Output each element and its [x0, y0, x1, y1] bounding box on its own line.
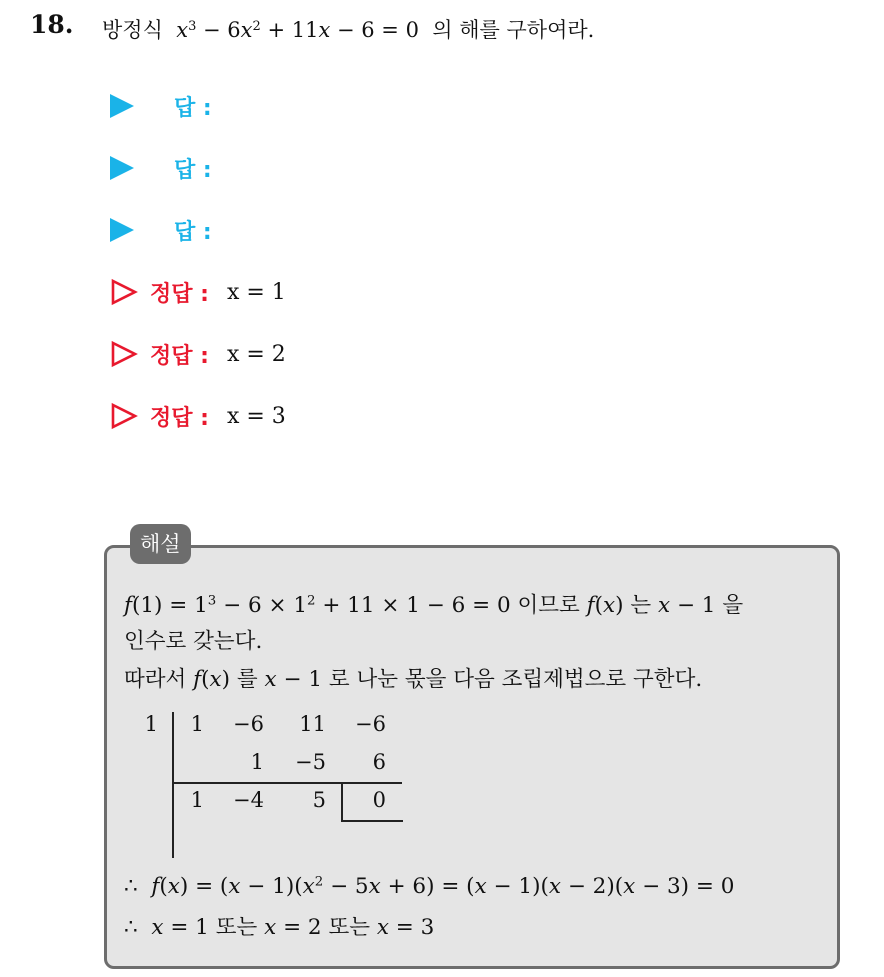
conclusion-line-1: ∴ $f(x) = (x - 1)(x^2 - 5x + 6) = (x - 1)(x - 2)(x - 3) = 0$: [124, 874, 735, 899]
correct-label: 정답 :: [150, 281, 209, 307]
play-triangle-icon: [110, 156, 134, 180]
synthetic-divisor: 1: [144, 712, 158, 736]
answer-row-2[interactable]: [110, 148, 212, 188]
syn-r3-c4: 0: [372, 788, 386, 812]
syn-r3-c3: 5: [312, 788, 326, 812]
question-number: 18.: [30, 10, 74, 39]
synthetic-horizontal-line: [172, 782, 402, 784]
synthetic-vertical-line: [172, 712, 174, 858]
solution-line-1: $f(1) = 1^3 - 6 \times 1^2 + 11 \times 1 - 6 = 0$ 이므로 f(x) 는 x − 1 을: [124, 593, 744, 618]
answer-label: 답 :: [174, 157, 212, 183]
syn-r3-c2: −4: [233, 788, 264, 812]
syn-r1-c4: −6: [355, 712, 386, 736]
syn-r1-c1: 1: [190, 712, 204, 736]
answer-row-1[interactable]: [110, 86, 212, 126]
correct-value: x = 2: [226, 341, 286, 367]
remainder-box-vertical: [341, 782, 343, 820]
correct-value: x = 3: [226, 403, 286, 429]
solution-line-3: 따라서 f(x) 를 x − 1 로 나눈 몫을 다음 조립제법으로 구한다.: [124, 667, 703, 692]
question-text: [102, 14, 594, 44]
solution-tab: 해설: [130, 524, 191, 564]
correct-row-3: [110, 396, 286, 436]
correct-row-1: [110, 272, 286, 312]
correct-label: 정답 :: [150, 405, 209, 431]
play-triangle-icon: [110, 94, 134, 118]
outline-triangle-icon: [110, 402, 138, 430]
correct-value: x = 1: [226, 279, 286, 305]
syn-r2-c2: 1: [250, 750, 264, 774]
question-equation: $x^3 - 6x^2 + 11x - 6 = 0$: [176, 18, 426, 42]
play-triangle-icon: [110, 218, 134, 242]
answer-row-3[interactable]: [110, 210, 212, 250]
remainder-box-horizontal: [341, 820, 403, 822]
syn-r2-c3: −5: [295, 750, 326, 774]
answer-label: 답 :: [174, 95, 212, 121]
syn-r2-c4: 6: [372, 750, 386, 774]
correct-row-2: [110, 334, 286, 374]
outline-triangle-icon: [110, 340, 138, 368]
correct-label: 정답 :: [150, 343, 209, 369]
syn-r3-c1: 1: [190, 788, 204, 812]
solution-line-2: 인수로 갖는다.: [124, 629, 263, 654]
answer-label: 답 :: [174, 219, 212, 245]
question-prefix: 방정식: [102, 18, 163, 42]
conclusion-line-2: ∴ x = 1 또는 x = 2 또는 x = 3: [124, 915, 435, 940]
question-suffix: 의 해를 구하여라.: [432, 18, 595, 42]
syn-r1-c3: 11: [299, 712, 326, 736]
outline-triangle-icon: [110, 278, 138, 306]
syn-r1-c2: −6: [233, 712, 264, 736]
